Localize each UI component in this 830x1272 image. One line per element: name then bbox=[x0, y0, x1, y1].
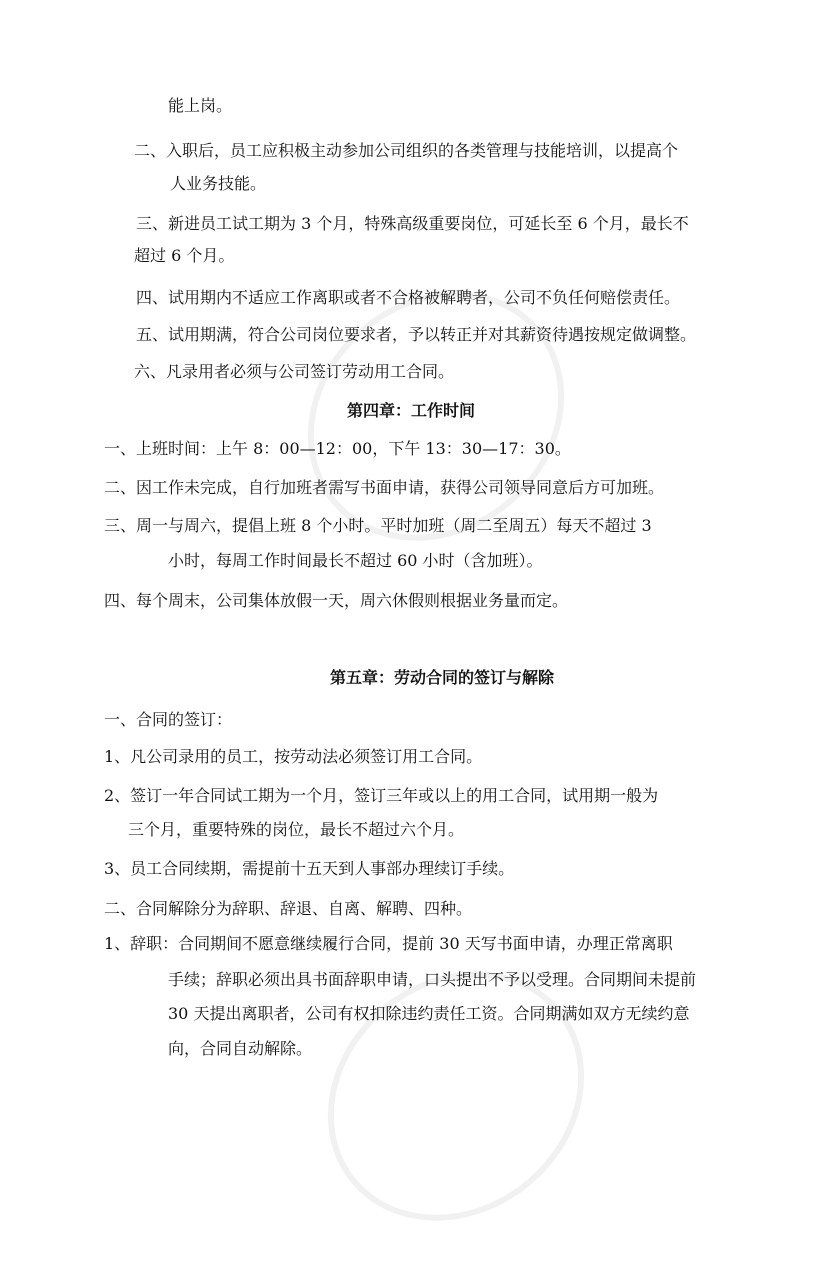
article-line-continued: 30 天提出离职者，公司有权扣除违约责任工资。合同期满如双方无续约意 bbox=[168, 1004, 690, 1023]
article-line: 二、因工作未完成，自行加班者需写书面申请，获得公司领导同意后方可加班。 bbox=[104, 478, 665, 497]
article-line-continued: 手续；辞职必须出具书面辞职申请，口头提出不予以受理。合同期间未提前 bbox=[168, 970, 697, 989]
article-line: 三、新进员工试工期为 3 个月，特殊高级重要岗位，可延长至 6 个月，最长不 bbox=[136, 214, 689, 233]
article-line-continued: 三个月，重要特殊的岗位，最长不超过六个月。 bbox=[128, 820, 465, 839]
chapter-5-title: 第五章：劳动合同的签订与解除 bbox=[330, 668, 555, 687]
article-line: 1、凡公司录用的员工，按劳动法必须签订用工合同。 bbox=[104, 747, 483, 766]
article-line: 一、合同的签订： bbox=[104, 710, 233, 729]
article-line: 三、周一与周六，提倡上班 8 个小时。平时加班（周二至周五）每天不超过 3 bbox=[104, 516, 652, 535]
article-line: 1、辞职：合同期间不愿意继续履行合同，提前 30 天写书面申请，办理正常离职 bbox=[104, 934, 673, 953]
article-line: 五、试用期满，符合公司岗位要求者，予以转正并对其薪资待遇按规定做调整。 bbox=[136, 325, 697, 344]
body-line: 能上岗。 bbox=[168, 96, 233, 115]
article-line-continued: 向，合同自动解除。 bbox=[168, 1039, 313, 1058]
article-line: 六、凡录用者必须与公司签订劳动用工合同。 bbox=[134, 362, 455, 381]
article-line-continued: 人业务技能。 bbox=[170, 174, 267, 193]
article-line-continued: 超过 6 个月。 bbox=[134, 246, 235, 265]
article-line: 四、每个周末，公司集体放假一天，周六休假则根据业务量而定。 bbox=[104, 591, 569, 610]
article-line: 2、签订一年合同试工期为一个月，签订三年或以上的用工合同，试用期一般为 bbox=[104, 786, 659, 805]
chapter-4-title: 第四章：工作时间 bbox=[347, 401, 476, 420]
article-line: 四、试用期内不适应工作离职或者不合格被解聘者，公司不负任何赔偿责任。 bbox=[136, 288, 681, 307]
article-line: 一、上班时间：上午 8：00—12：00，下午 13：30—17：30。 bbox=[104, 439, 571, 458]
article-line: 二、入职后，员工应积极主动参加公司组织的各类管理与技能培训，以提高个 bbox=[134, 141, 679, 160]
article-line: 二、合同解除分为辞职、辞退、自离、解聘、四种。 bbox=[104, 899, 473, 918]
article-line: 3、员工合同续期，需提前十五天到人事部办理续订手续。 bbox=[104, 859, 515, 878]
article-line-continued: 小时，每周工作时间最长不超过 60 小时（含加班）。 bbox=[168, 551, 543, 570]
